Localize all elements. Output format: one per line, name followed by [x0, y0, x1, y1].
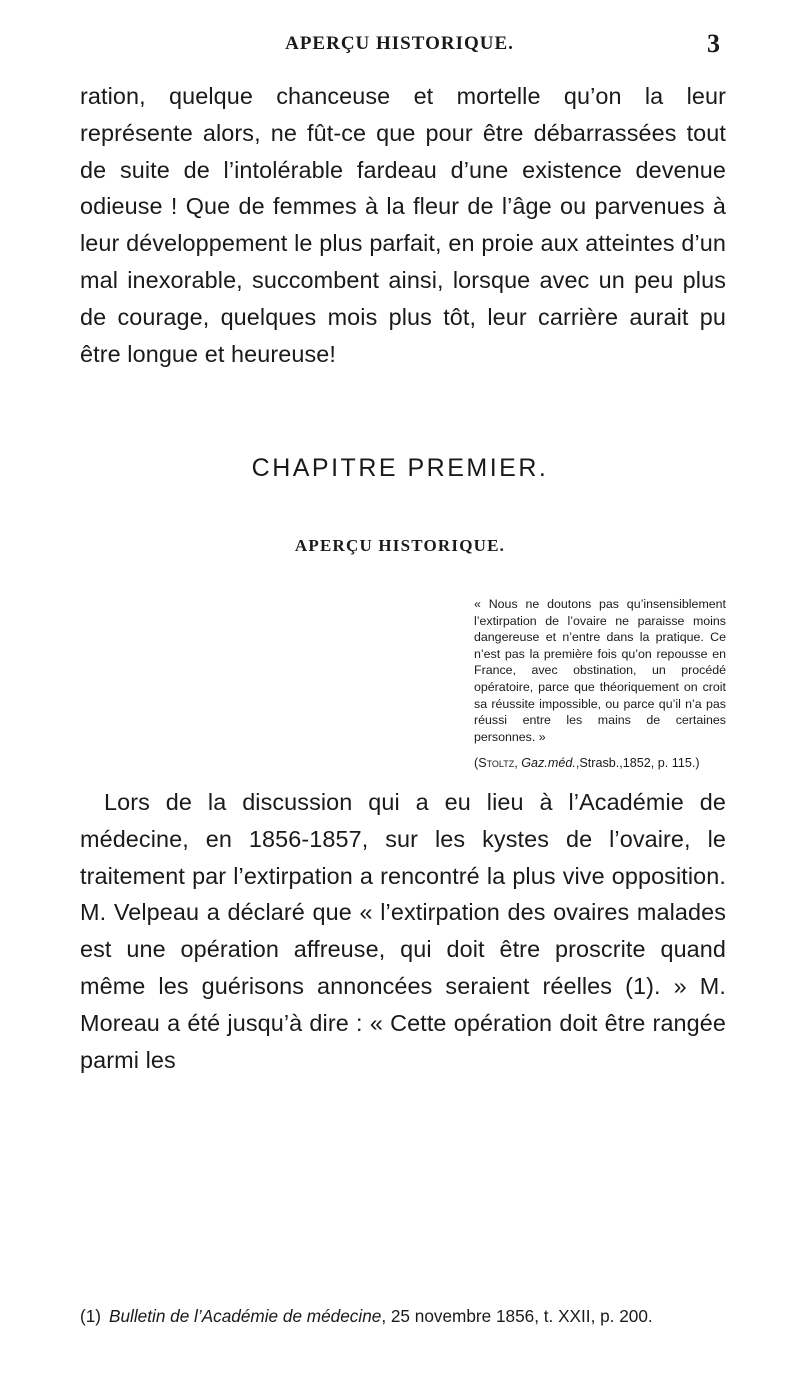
footnote-marker: (1) [80, 1306, 102, 1326]
section-title: APERÇU HISTORIQUE. [294, 536, 506, 555]
footnote-text [80, 1304, 726, 1329]
footnote-source: Bulletin de l’Académie de médecine [109, 1306, 382, 1326]
body-paragraph-continued [80, 78, 726, 372]
paragraph-text: ration, quelque chanceuse et mortelle qu’on la leur représente alors, ne fût-ce que pour être débarrassées tout de suite de l’intolérable fardeau d’une existence devenue odieuse ! Que de femmes à la fleur de l’âge ou parvenues à leur développement le plus parfait, en proie aux atteintes d’un mal inexorable, succombent ainsi, lorsque avec un peu plus de courage, quelques mois plus tôt, leur carrière aurait pu être longue et heureuse! [80, 83, 726, 367]
citation-journal: Gaz.méd. [521, 756, 576, 771]
page-number: 3 [707, 29, 720, 58]
epigraph-quote: « Nous ne doutons pas qu’insensiblement l’extirpation de l’ovaire ne paraisse moins dangereuse et n’entre dans la pratique. Ce n’est pas la première fois qu’on repousse en France, avec obstination, un procédé opératoire, parce que théoriquement on croit sa réussite impossible, ou parce qu’il n’a pas réussi entre les mains de certaines personnes. » [474, 597, 726, 744]
footnote-details: , 25 novembre 1856, t. XXII, p. 200. [381, 1306, 653, 1326]
footnote [80, 1304, 726, 1329]
running-head-title: APERÇU HISTORIQUE. [285, 33, 514, 54]
citation-author: (Stoltz, [474, 756, 522, 771]
chapter-title: CHAPITRE PREMIER. [251, 454, 549, 482]
epigraph-citation [474, 755, 726, 772]
body-paragraph [80, 784, 726, 1078]
paragraph-text: Lors de la discussion qui a eu lieu à l’Académie de médecine, en 1856-1857, sur les kystes de l’ovaire, le traitement par l’extirpation a rencontré la plus vive opposition. M. Velpeau a déclaré que « l’extirpation des ovaires malades est une opération affreuse, qui doit être proscrite quand même les guérisons annoncées seraient réelles (1). » M. Moreau a été jusqu’à dire : « Cette opération doit être rangée parmi les [80, 789, 726, 1073]
citation-rest: ,Strasb.,1852, p. 115.) [575, 756, 700, 771]
running-head [79, 29, 720, 67]
epigraph [474, 596, 726, 772]
